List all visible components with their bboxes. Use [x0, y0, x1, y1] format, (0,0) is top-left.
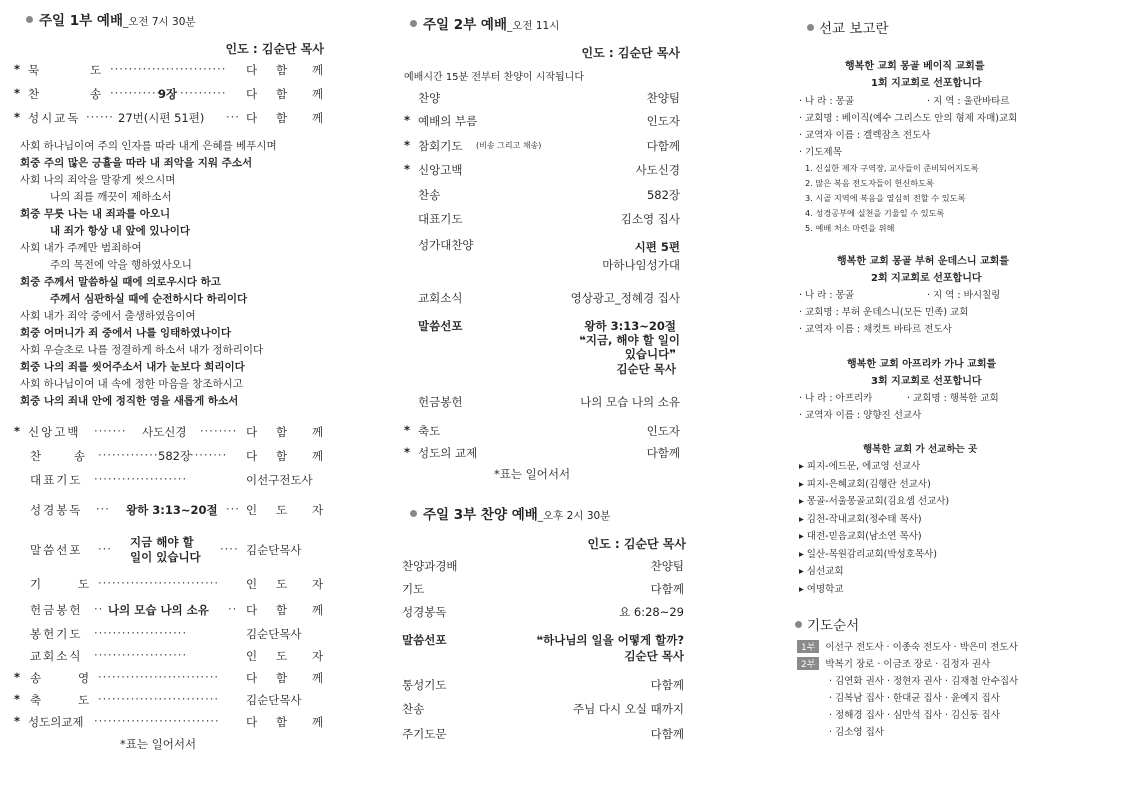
prayer-order-title: 기도순서: [807, 618, 860, 634]
bullet-icon: [410, 20, 417, 27]
mission2-country: · 나 라 : 몽골: [799, 290, 855, 301]
first-service-leader: 인도 : 김순단 목사: [225, 42, 324, 56]
standing-note-2: *표는 일어서서: [494, 467, 571, 481]
mission-report-title: 선교 보고란: [819, 21, 889, 37]
mission3-pastor: · 교역자 이름 : 양향진 선교사: [799, 410, 922, 421]
second-service-leader: 인도 : 김순단 목사: [581, 46, 680, 60]
mission2-headline: 행복한 교회 몽골 부허 운데스니 교회를: [837, 256, 1009, 267]
first-service-time: _오전 7시 30분: [123, 16, 196, 28]
mission2-pastor: · 교역자 이름 : 채컷트 바타르 전도사: [799, 324, 952, 335]
mission1-declaration: 1회 지교회로 선포합니다: [871, 78, 982, 89]
mission1-country: · 나 라 : 몽골: [799, 96, 855, 107]
mission1-church: · 교회명 : 베이직(예수 그리스도 안의 형제 자매)교회: [799, 113, 1018, 124]
mission3-country: · 나 라 : 아프리카: [799, 393, 873, 404]
prayer-order-heading: [795, 614, 859, 634]
bullet-icon: [26, 16, 33, 23]
order-item-silent-prayer: * 묵 도 ························· 다 함 께: [14, 62, 324, 77]
order-item-creed: * 신앙고백 ······· 사도신경 ········ 다 함 께: [14, 424, 324, 439]
mission2-church: · 교회명 : 부허 운데스니(모든 민족) 교회: [799, 307, 969, 318]
mission1-pastor: · 교역자 이름 : 겔렉잠츠 전도사: [799, 130, 931, 141]
second-service-time: _오전 11시: [507, 20, 560, 32]
bullet-icon: [795, 621, 802, 628]
responsive-reading-text: 사회 하나님이여 주의 인자를 따라 내게 은혜를 베푸시며 회중 주의 많은 긍휼을 따라 내 죄악을 지워 주소서 사회 나의 죄악을 말갛게 씻으시며 나의 죄를 깨끗이 제하소서 회중 무릇 나는 내 죄과를 아오니 내 죄가 항상 내 앞에 있나이다 사회 내가 주께만 범죄하여 주의 목전에 악을 행하였사오니 회중 주께서 말씀하실 때에 의로우시다 하고 주께서 심판하실 때에 순전하시다 하리이다 사회 내가 죄악 중에서 출생하였음이여 회중 어머니가 죄 중에서 나를 잉태하였나이다 사회 우슬초로 나를 정결하게 하소서 내가 정하리이다 회중 나의 죄를 씻어주소서 내가 눈보다 희리이다 사회 하나님이여 내 속에 정한 마음을 창조하시고 회중 나의 죄내 안에 정직한 영을 새롭게 하소서: [20, 140, 277, 407]
mission-report-heading: [807, 17, 889, 37]
mission1-prayer-list: 1. 신실한 제자 구역장, 교사들이 준비되어지도록 2. 많은 복음 전도자들이 헌신하도록 3. 시골 지역에 복음을 열심히 전할 수 있도록 4. 성경공부에 실천을 기울일 수 있도록 5. 예배 처소 마련을 위해: [805, 163, 979, 233]
prayer-order-names: · 김연화 권사 · 정현자 권사 · 김재철 안수집사 · 김복남 집사 · 한대균 집사 · 윤예지 집사 · 정해경 집사 · 심만석 집사 · 김신동 집사 · 김소영 집사: [829, 676, 1019, 738]
prayer-order-second-service: 2부 박복기 장로 · 이금조 장로 · 김정자 권사: [797, 656, 990, 670]
third-service-heading: [410, 503, 610, 523]
prayer-order-first-service: 1부 이선구 전도사 · 이종숙 전도사 · 박은미 전도사: [797, 639, 1018, 653]
first-service-title: 주일 1부 예배: [39, 13, 123, 29]
order-item-responsive-reading: * 성시교독 ······ 27번(시편 51편) ··· 다 함 께: [14, 110, 324, 125]
bullet-icon: [807, 24, 814, 31]
mission-field-item: ▸ 여명학교: [799, 583, 844, 595]
mission3-declaration: 3회 지교회로 선포합니다: [871, 376, 982, 387]
order-item-benediction: * 축 도 ·························· 김순단목사: [14, 692, 302, 707]
order-item-fellowship: * 성도의교제 ··························· 다 함 께: [14, 714, 324, 729]
order-item-hymn: * 찬 송 ··········· 9장 ·········· 다 함 께: [14, 86, 324, 101]
mission-field-item: ▸ 몽골-서울몽골교회(김요셉 선교사): [799, 496, 950, 507]
mission3-church: · 교회명 : 행복한 교회: [907, 393, 999, 404]
mission1-region: · 지 역 : 울란바타르: [927, 96, 1010, 107]
mission1-prayer-topics-label: · 기도제목: [799, 147, 842, 158]
mission2-declaration: 2회 지교회로 선포합니다: [871, 273, 982, 284]
second-service-tag: 2부: [797, 657, 819, 670]
worship-start-notice: 예배시간 15분 전부터 찬양이 시작됩니다: [404, 72, 584, 83]
mission1-headline: 행복한 교회 몽골 베이직 교회를: [845, 61, 985, 72]
first-service-heading: [26, 9, 196, 29]
mission2-region: · 지 역 : 바시칠링: [927, 290, 1001, 301]
third-service-time: _오후 2시 30분: [537, 510, 611, 522]
mission-field-item: ▸ 김천-작내교회(정수태 목사): [799, 513, 922, 525]
third-service-leader: 인도 : 김순단 목사: [587, 537, 686, 551]
mission-field-item: ▸ 심선교회: [799, 566, 844, 577]
mission-fields-heading: 행복한 교회 가 선교하는 곳: [863, 444, 978, 455]
mission3-headline: 행복한 교회 아프리카 가나 교회를: [847, 359, 997, 370]
third-service-title: 주일 3부 찬양 예배: [423, 507, 538, 523]
order-item-doxology: * 송 영 ·························· 다 함 께: [14, 670, 324, 685]
mission-field-item: ▸ 피지-에드문, 에교영 선교사: [799, 461, 921, 472]
mission-field-item: ▸ 대전-믿음교회(남소연 목사): [799, 531, 922, 542]
bullet-icon: [410, 510, 417, 517]
mission-field-item: ▸ 피지-은혜교회(김행란 선교사): [799, 478, 931, 490]
standing-note: *표는 일어서서: [120, 737, 197, 751]
second-service-title: 주일 2부 예배: [423, 17, 507, 33]
mission-fields-list: [799, 458, 949, 598]
first-service-tag: 1부: [797, 640, 819, 653]
mission-field-item: ▸ 일산-목원감리교회(박성호목사): [799, 548, 937, 560]
second-service-heading: [410, 13, 559, 33]
